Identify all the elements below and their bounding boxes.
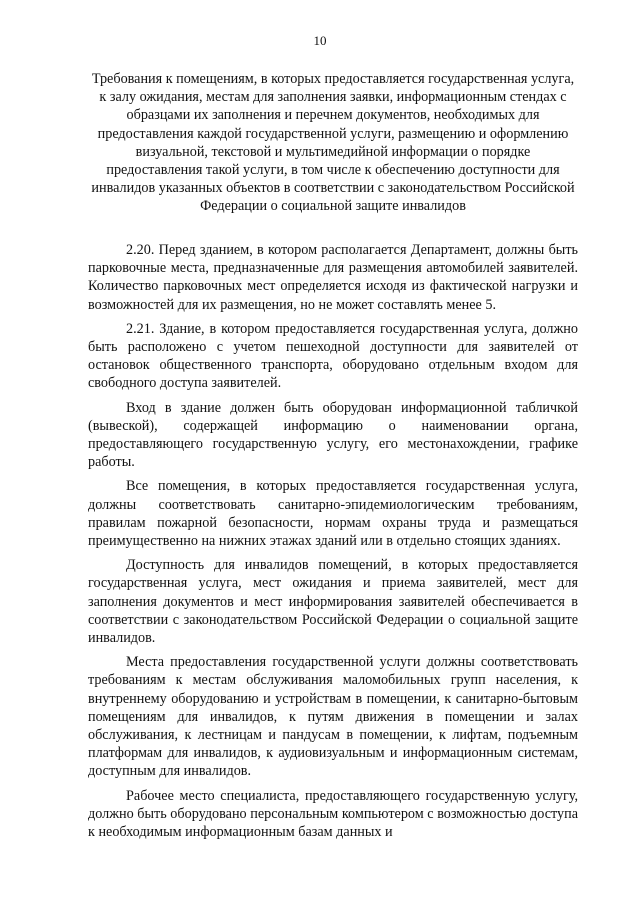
paragraph-accessibility: Доступность для инвалидов помещений, в которых предоставляется государственная услуга, мест ожидания и приема заявителей, мест для заполнения документов и мест информирования заявителей обеспечивается в соответствии с законодательством Российской Федерации о социальной защите инвалидов. <box>88 557 578 647</box>
paragraph-2-21: 2.21. Здание, в котором предоставляется государственная услуга, должно быть расположено с учетом пешеходной доступности для заявителей от остановок общественного транспорта, оборудовано отдельным входом для свободного доступа заявителей. <box>88 320 578 392</box>
paragraph-entrance-sign: Вход в здание должен быть оборудован информационной табличкой (вывеской), содержащей информацию о наименовании органа, предоставляющего государственную услугу, его местонахождении, графике работы. <box>88 399 578 471</box>
paragraph-workplace: Рабочее место специалиста, предоставляющего государственную услугу, должно быть оборудовано персональным компьютером с возможностью доступа к необходимым информационным базам данных и <box>88 787 578 841</box>
paragraph-premises-requirements: Все помещения, в которых предоставляется государственная услуга, должны соответствовать санитарно-эпидемиологическим требованиям, правилам пожарной безопасности, нормам охраны труда и размещаться преимущественно на нижних этажах зданий или в отдельно стоящих зданиях. <box>88 478 578 550</box>
page-number: 10 <box>313 33 327 48</box>
section-heading: Требования к помещениям, в которых предоставляется государственная услуга, к залу ожидания, местам для заполнения заявки, информационным стендах с образцами их заполнения и перечнем документов, необходимых для предоставления каждой государственной услуги, размещению и оформлению визуальной, текстовой и мультимедийной информации о порядке предоставления такой услуги, в том числе к обеспечению доступности для инвалидов указанных объектов в соответствии с законодательством Российской Федерации о социальной защите инвалидов <box>91 71 575 215</box>
paragraph-2-20: 2.20. Перед зданием, в котором располагается Департамент, должны быть парковочные места, предназначенные для размещения автомобилей заявителей. Количество парковочных мест определяется исходя из фактической нагрузки и возможностей для их размещения, но не может составлять менее 5. <box>88 242 578 313</box>
paragraph-service-places: Места предоставления государственной услуги должны соответствовать требованиям к местам обслуживания маломобильных групп населения, к внутреннему оборудованию и устройствам в помещении, к санитарно-бытовым помещениям для инвалидов, к путям движения в помещении и залах обслуживания, к лестницам и пандусам в помещении, к лифтам, подъемным платформам для инвалидов, к аудиовизуальным и информационным системам, доступным для инвалидов. <box>88 654 578 780</box>
document-body <box>88 241 578 841</box>
